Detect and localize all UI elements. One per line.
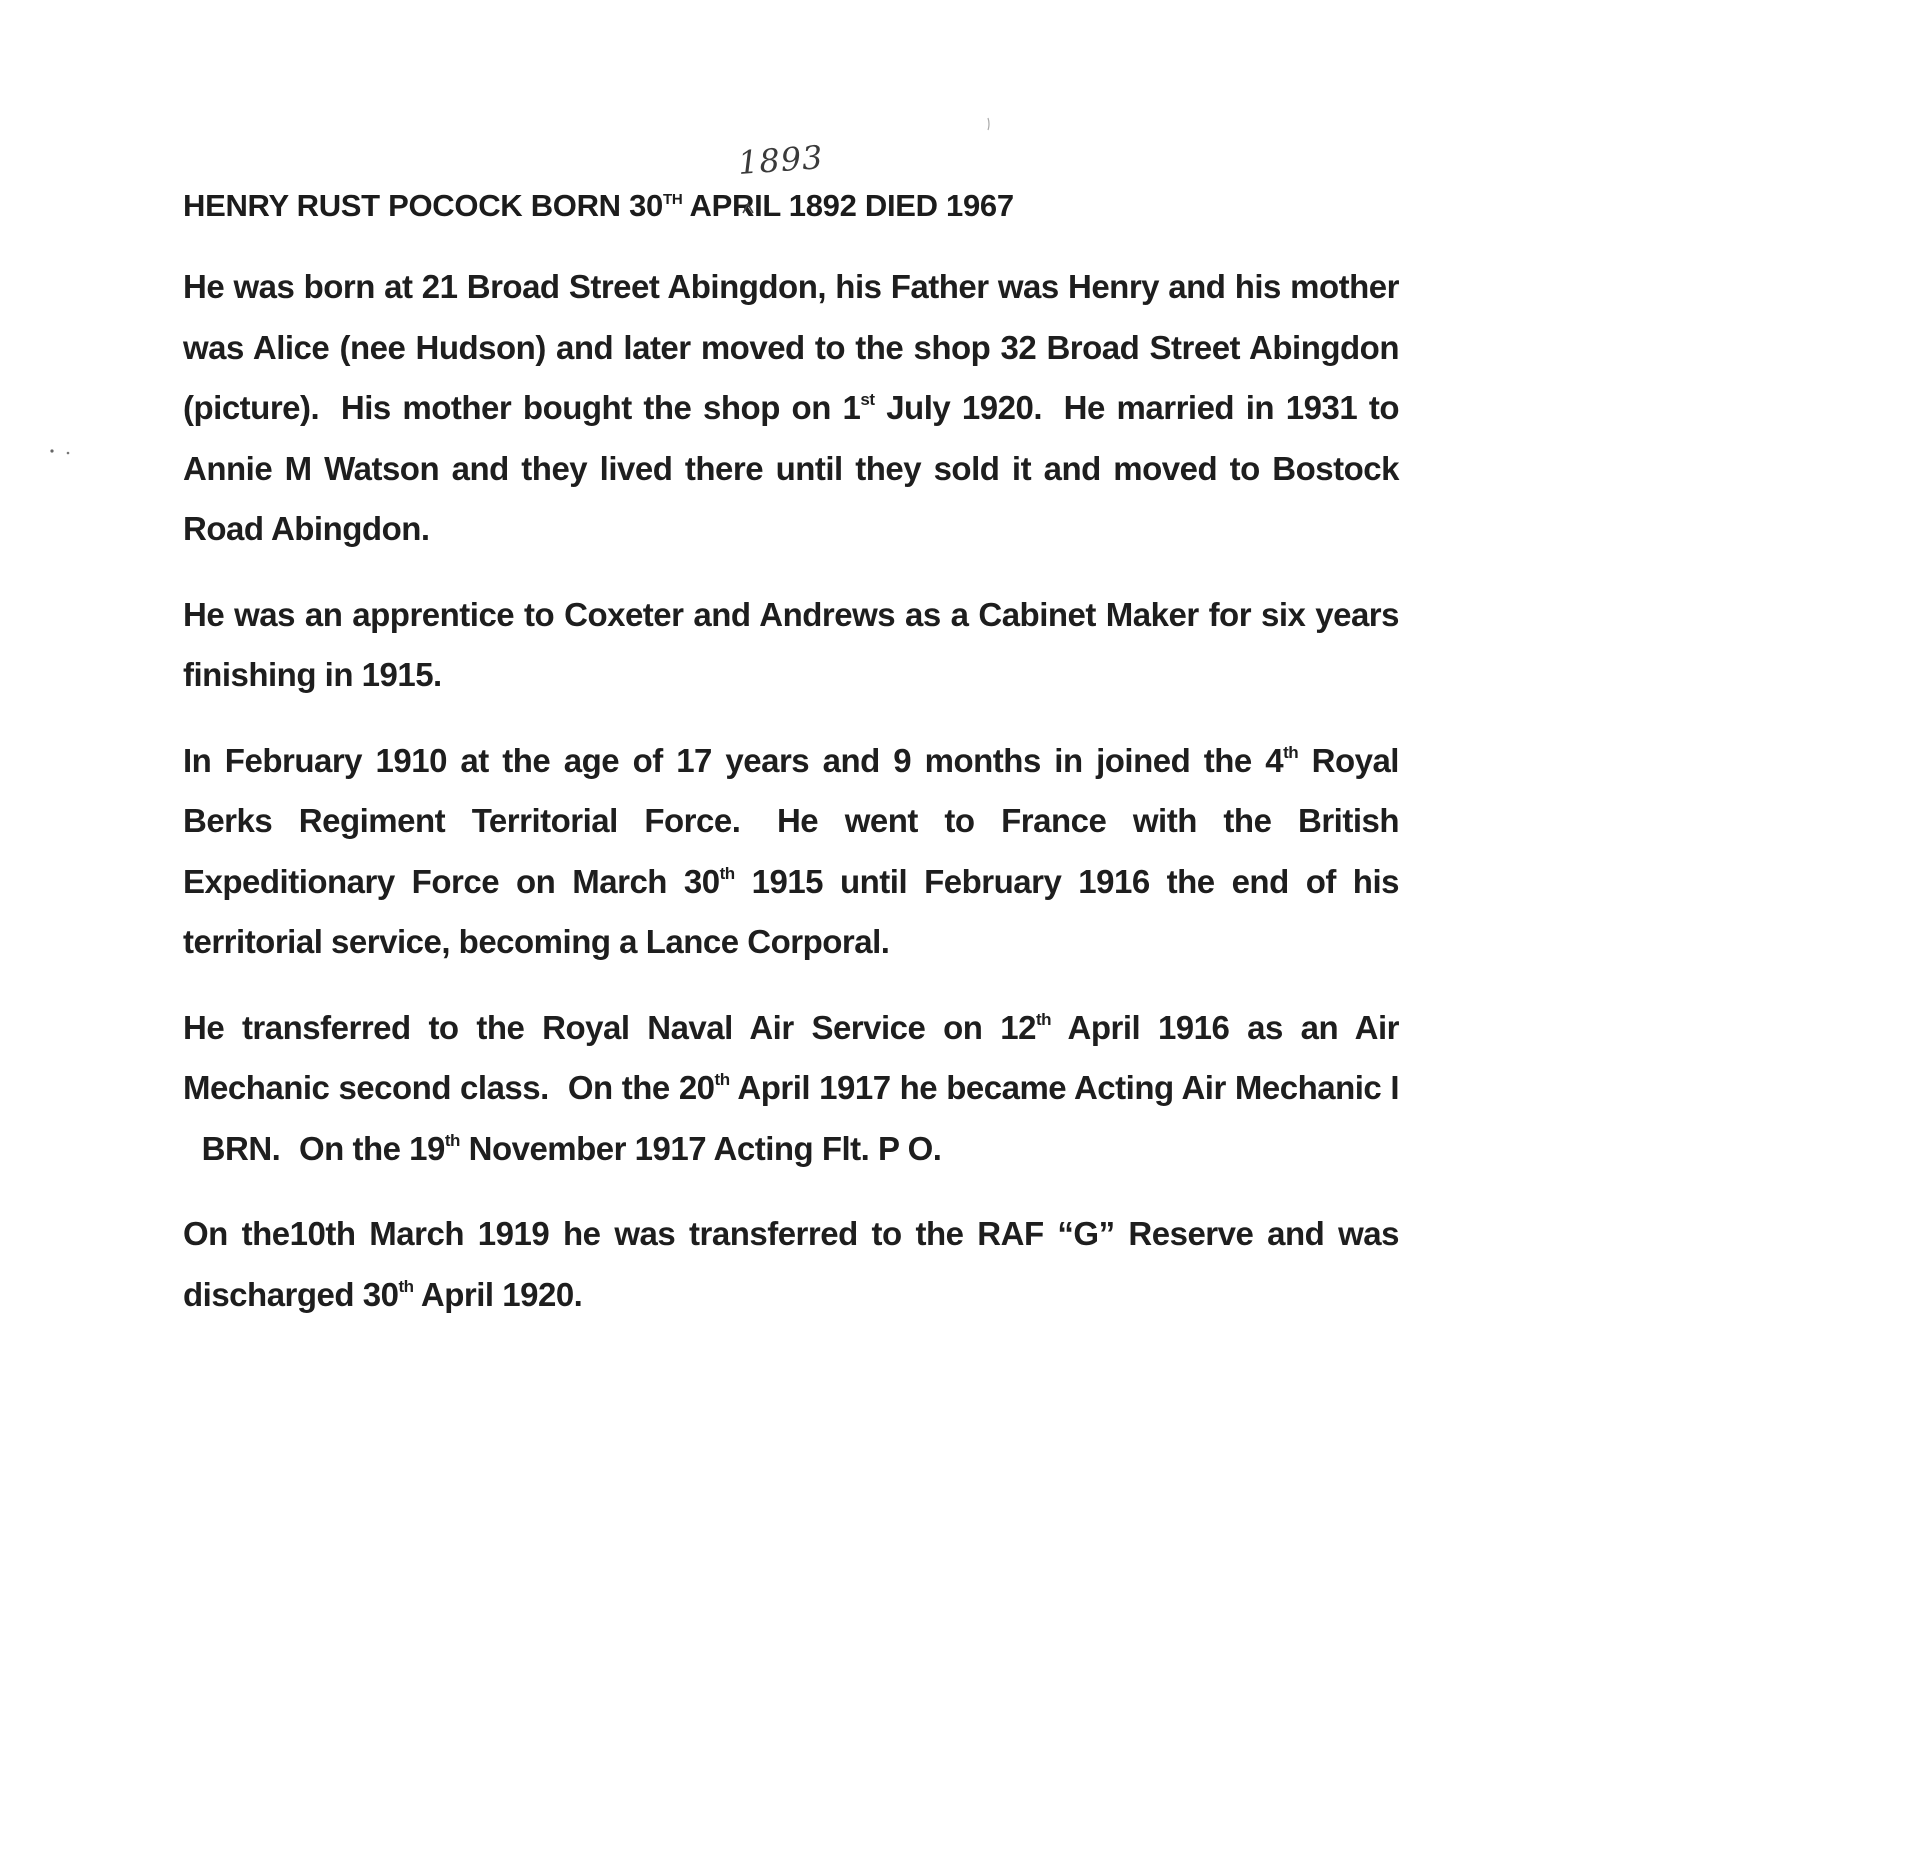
paragraph-naval-air-service [183,998,1399,1180]
title-superscript: TH [662,191,683,208]
sentence: Royal Berks Regiment Territorial Force. [183,741,1399,839]
paragraph-apprenticeship [183,585,1399,706]
ordinal-superscript: th [714,1070,730,1089]
ordinal-superscript: th [1035,1009,1051,1029]
speck [50,449,53,452]
ordinal-superscript: th [1283,742,1299,762]
document-body [183,138,1400,1350]
sentence: April 1917 he became Acting Air Mechanic I [729,1069,1399,1106]
sentence: July 1920. [874,389,1042,426]
insertion-caret-mark [741,201,755,215]
sentence: In February 1910 at the age of 17 years and 9 months in joined the 4 [183,741,1284,779]
sentence: He married in 1931 to Annie M Watson and they lived there until they sold it and moved to Bostock Road Abingdon. [183,389,1400,547]
sentence: November 1917 Acting Flt. P O. [459,1129,942,1167]
sentence: His mother bought the shop on 1 [340,389,861,426]
paragraph-birth-and-family [183,257,1399,560]
sentence: On the 20 [567,1069,715,1106]
paragraph-territorial-service [183,731,1399,973]
paragraph-raf-reserve [183,1204,1399,1325]
sentence: 1915 until February 1916 the end of his territorial service, becoming a Lance Corporal. [183,862,1399,960]
ordinal-superscript: th [719,863,735,883]
sentence: He was born at 21 Broad Street Abingdon, his Father was Henry and his mother was Alice (nee Hudson) and later moved to the shop 32 Broad Street Abingdon (picture). [183,268,1399,426]
title-text-before: HENRY RUST POCOCK BORN 30 [183,188,663,223]
sentence: He went to France with the British Expeditionary Force on March 30 [183,802,1400,900]
speck [67,452,70,455]
ordinal-superscript: th [398,1276,414,1296]
sentence: On the 19 [299,1129,445,1167]
sentence: April 1916 as an Air Mechanic second class. [183,1008,1399,1106]
ordinal-superscript: th [444,1130,460,1150]
title-text-after: APRIL 1892 DIED 1967 [682,188,1014,223]
speck [988,118,989,130]
sentence: He transferred to the Royal Naval Air Service on 12 [183,1008,1036,1046]
sentence: On the10th March 1919 he was transferred to the RAF “G” Reserve and was discharged 30 [183,1215,1399,1313]
ordinal-superscript: st [860,390,875,409]
sentence: BRN. [201,1129,281,1167]
sentence: April 1920. [413,1275,583,1313]
document-title [183,138,1399,231]
sentence: He was an apprentice to Coxeter and Andrews as a Cabinet Maker for six years finishing in 1915. [183,595,1399,693]
handwritten-year-correction: 1893 [736,138,825,182]
